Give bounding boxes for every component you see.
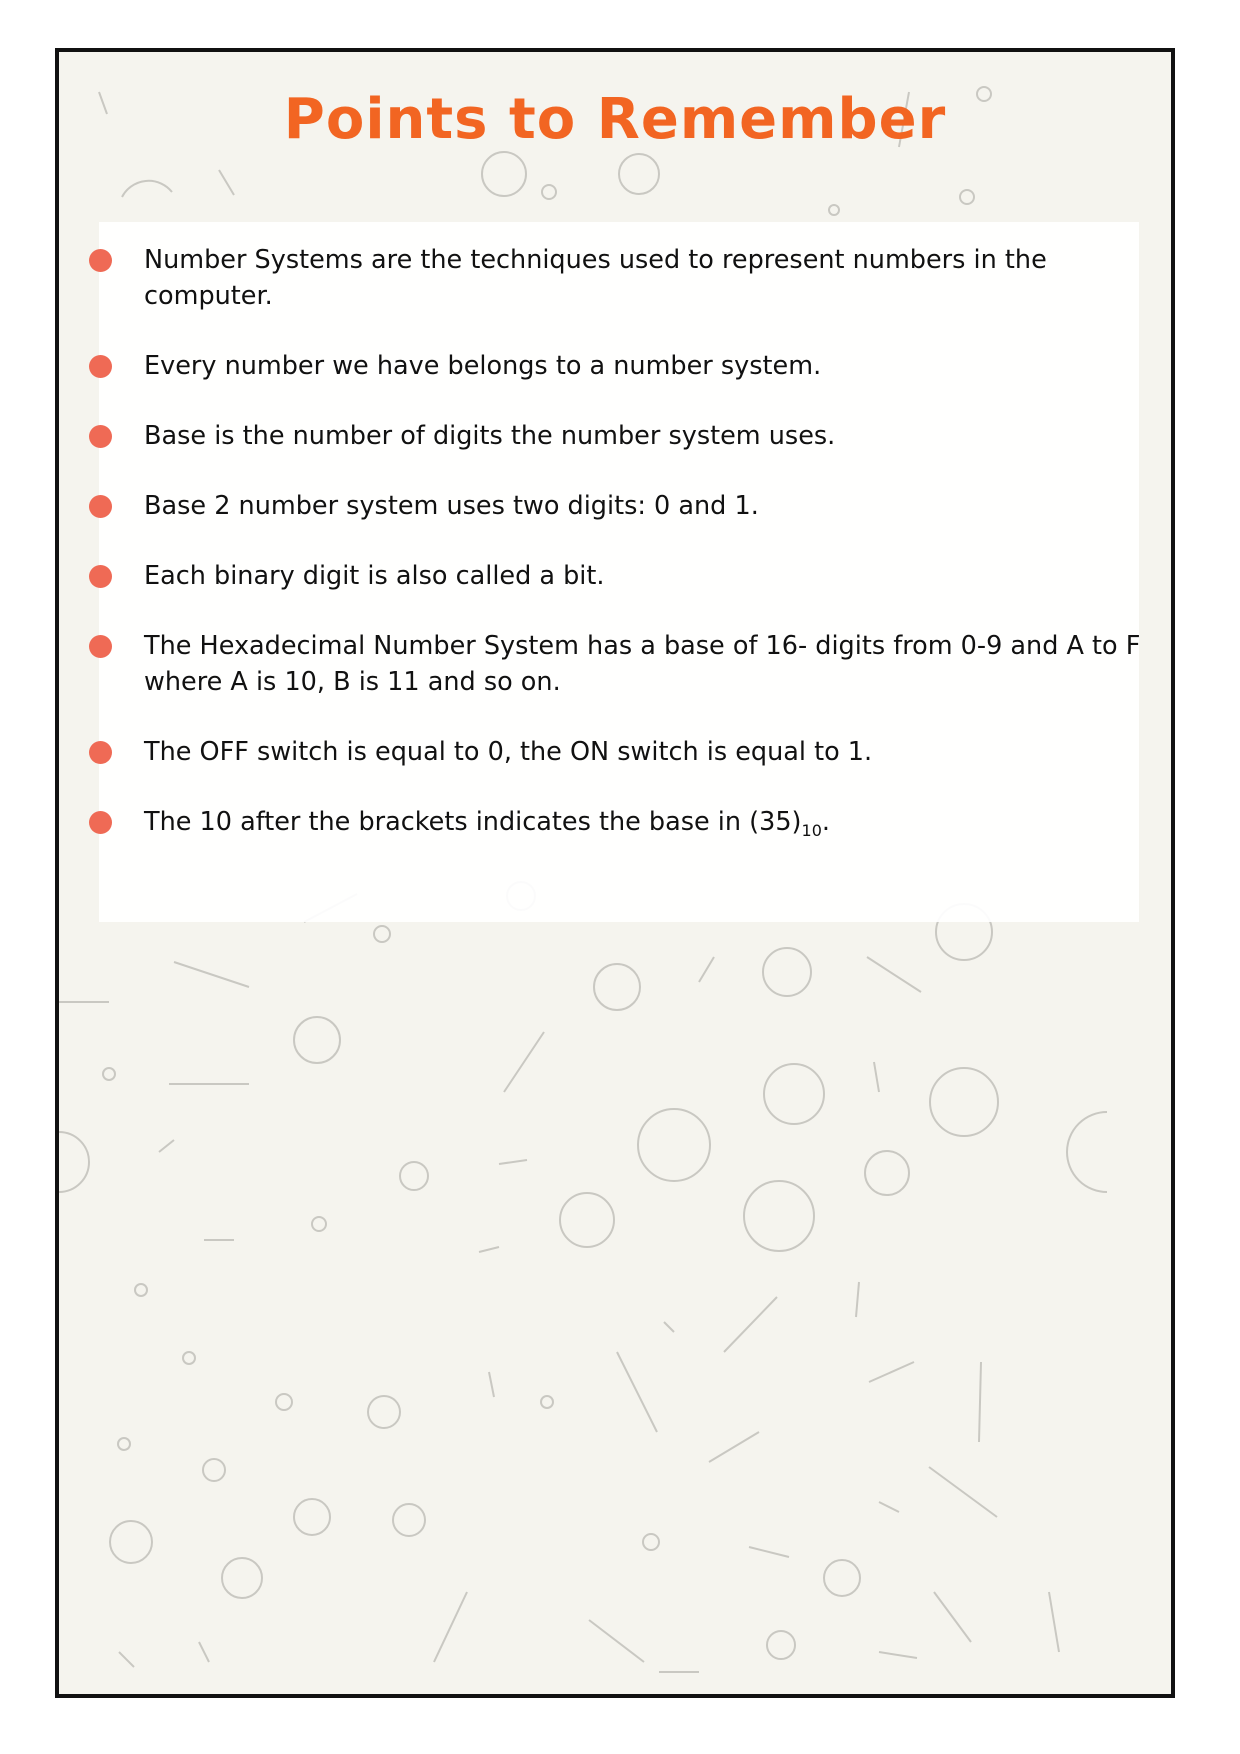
bullet-icon (89, 635, 112, 658)
point-text: The Hexadecimal Number System has a base of 16- digits from 0-9 and A to F where A is 10, B is 11 and so on. (144, 631, 1141, 697)
list-item (89, 488, 1149, 524)
point-text: Every number we have belongs to a number system. (144, 351, 822, 381)
bullet-icon (89, 425, 112, 448)
point-text: Base is the number of digits the number system uses. (144, 421, 836, 451)
bullet-icon (89, 811, 112, 834)
point-text: Number Systems are the techniques used to represent numbers in the computer. (144, 245, 1047, 311)
point-text: The OFF switch is equal to 0, the ON switch is equal to 1. (144, 737, 873, 767)
bullet-icon (89, 355, 112, 378)
point-text: The 10 after the brackets indicates the base in (35) (144, 807, 802, 837)
page-title: Points to Remember (283, 87, 947, 152)
bullet-icon (89, 741, 112, 764)
list-item (89, 348, 1149, 384)
list-item (89, 418, 1149, 454)
page-frame (55, 48, 1175, 1698)
point-text: Each binary digit is also called a bit. (144, 561, 605, 591)
bullet-icon (89, 565, 112, 588)
list-item (89, 734, 1149, 770)
base-subscript: 10 (801, 821, 822, 840)
point-text: Base 2 number system uses two digits: 0 and 1. (144, 491, 759, 521)
bullet-icon (89, 495, 112, 518)
list-item (89, 804, 1149, 849)
bullet-icon (89, 249, 112, 272)
points-list (89, 242, 1149, 883)
point-suffix: . (821, 807, 830, 837)
list-item (89, 558, 1149, 594)
list-item (89, 242, 1149, 314)
list-item (89, 628, 1149, 700)
